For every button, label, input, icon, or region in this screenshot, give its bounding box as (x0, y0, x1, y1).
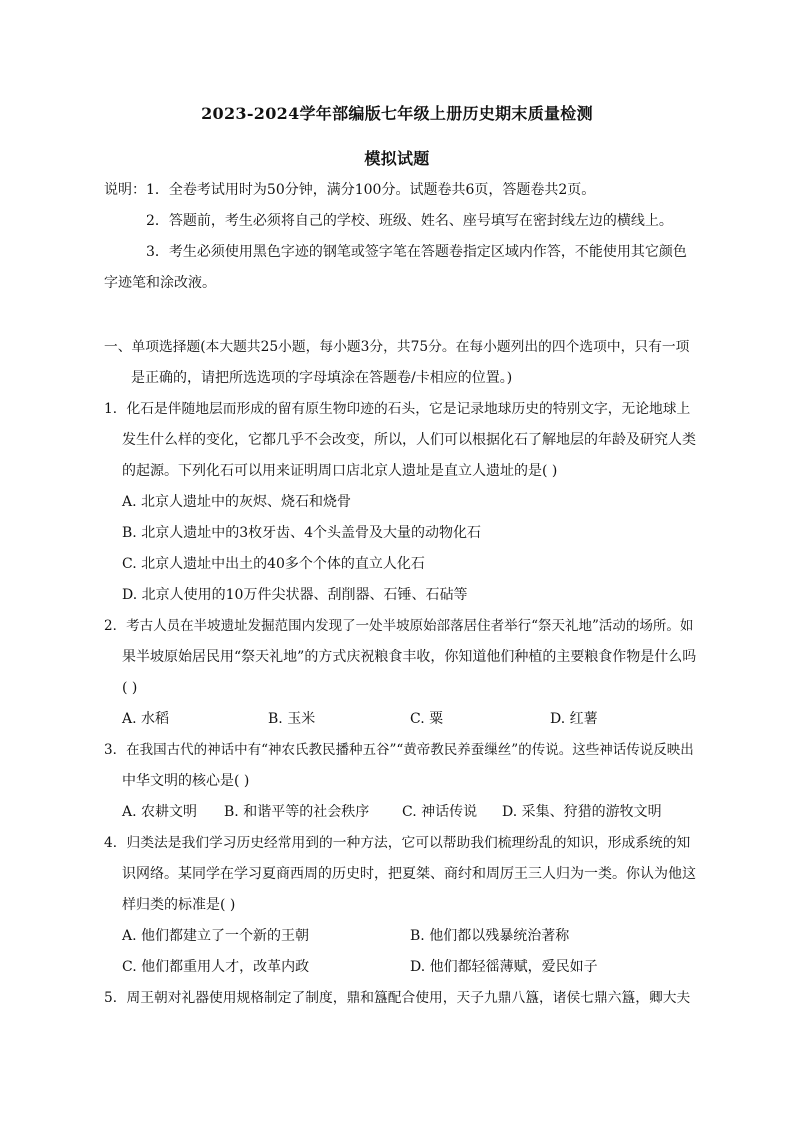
question-text-line: 识网络。某同学在学习夏商西周的历史时，把夏桀、商纣和周厉王三人归为一类。你认为他这 (122, 866, 696, 882)
option-a: A. 北京人遗址中的灰烬、烧石和烧骨 (122, 494, 352, 510)
option-b: B. 他们都以残暴统治著称 (410, 928, 570, 944)
option-c: C. 粟 (410, 711, 444, 727)
option-b: B. 和谐平等的社会秩序 (224, 804, 370, 820)
question-text-line: 的起源。下列化石可以用来证明周口店北京人遗址是直立人遗址的是( ) (122, 463, 558, 479)
instruction-line: 说明：1．全卷考试用时为50分钟，满分100分。试题卷共6页，答题卷共2页。 (104, 182, 596, 198)
section-heading-line: 是正确的，请把所选选项的字母填涂在答题卷/卡相应的位置。) (131, 370, 513, 386)
question-text-line: 2．考古人员在半坡遗址发掘范围内发现了一处半坡原始部落居住者举行“祭天礼地”活动的场所。如 (104, 618, 694, 634)
question-text-line: 样归类的标准是( ) (122, 897, 236, 913)
question-text-line: 1．化石是伴随地层而形成的留有原生物印迹的石头，它是记录地球历史的特别文字，无论地球上 (104, 401, 691, 417)
option-c: C. 神话传说 (402, 804, 478, 820)
section-heading-line: 一、单项选择题(本大题共25小题，每小题3分，共75分。在每小题列出的四个选项中，只有一项 (104, 339, 690, 355)
option-a: A. 他们都建立了一个新的王朝 (122, 928, 310, 944)
option-b: B. 北京人遗址中的3枚牙齿、4个头盖骨及大量的动物化石 (122, 525, 482, 541)
question-text-line: 5．周王朝对礼器使用规格制定了制度，鼎和簋配合使用，天子九鼎八簋，诸侯七鼎六簋，卿大夫 (104, 990, 691, 1006)
question-text-line: 3．在我国古代的神话中有“神农氏教民播种五谷”“黄帝教民养蚕缫丝”的传说。这些神话传说反映出 (104, 742, 694, 758)
document-subtitle: 模拟试题 (364, 149, 430, 168)
option-d: D. 采集、狩猎的游牧文明 (502, 804, 662, 820)
option-d: D. 他们都轻徭薄赋，爱民如子 (410, 959, 598, 975)
option-c: C. 他们都重用人才，改革内政 (122, 959, 310, 975)
question-text-line: 发生什么样的变化，它都几乎不会改变，所以，人们可以根据化石了解地层的年龄及研究人类 (122, 432, 696, 448)
question-text-line: ( ) (122, 680, 138, 696)
question-text-line: 4．归类法是我们学习历史经常用到的一种方法，它可以帮助我们梳理纷乱的知识，形成系统的知 (104, 835, 691, 851)
document-title: 2023-2024学年部编版七年级上册历史期末质量检测 (201, 104, 593, 123)
option-a: A. 农耕文明 (122, 804, 198, 820)
option-d: D. 红薯 (550, 711, 598, 727)
option-a: A. 水稻 (122, 711, 170, 727)
option-d: D. 北京人使用的10万件尖状器、刮削器、石锤、石砧等 (122, 587, 468, 603)
question-text-line: 果半坡原始居民用“祭天礼地”的方式庆祝粮食丰收，你知道他们种植的主要粮食作物是什么吗 (122, 649, 697, 665)
instruction-line: 2．答题前，考生必须将自己的学校、班级、姓名、座号填写在密封线左边的横线上。 (146, 213, 673, 229)
instruction-line: 3．考生必须使用黑色字迹的钢笔或签字笔在答题卷指定区域内作答，不能使用其它颜色 (146, 244, 687, 260)
question-text-line: 中华文明的核心是( ) (122, 773, 250, 789)
option-b: B. 玉米 (268, 711, 316, 727)
instruction-line: 字迹笔和涂改液。 (104, 275, 216, 291)
option-c: C. 北京人遗址中出土的40多个个体的直立人化石 (122, 556, 425, 572)
